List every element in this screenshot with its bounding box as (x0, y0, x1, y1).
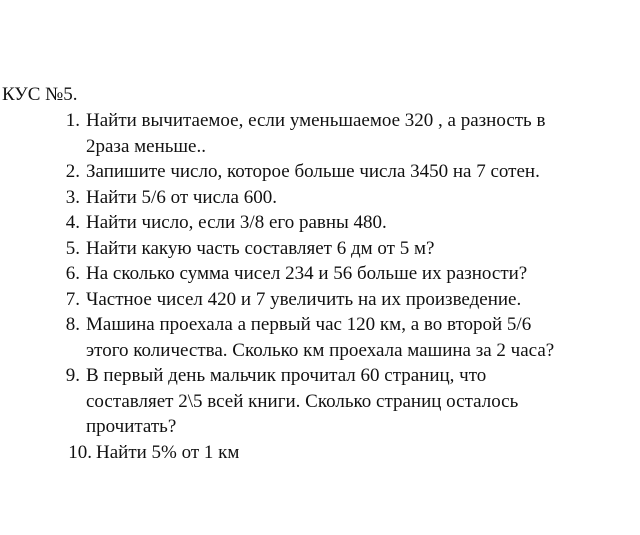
item-number: 7. (65, 288, 80, 310)
item-text: Машина проехала а первый час 120 км, а во второй 5/6 (86, 314, 532, 335)
list-item (0, 236, 640, 262)
task-list (0, 108, 640, 465)
list-item (0, 287, 640, 313)
list-item (0, 363, 640, 440)
item-text: Частное чисел 420 и 7 увеличить на их произведение. (86, 288, 522, 310)
list-item (0, 440, 640, 466)
item-text: Найти 5% от 1 км (96, 441, 240, 463)
item-number: 2. (65, 161, 80, 182)
item-text: Найти какую часть составляет 6 дм от 5 м? (86, 237, 435, 259)
item-number: 5. (65, 237, 80, 259)
document (0, 82, 640, 465)
list-item (0, 108, 640, 159)
list-item (0, 185, 640, 211)
item-number: 8. (65, 314, 80, 335)
item-text: этого количества. Сколько км проехала машина за 2 часа? (86, 339, 555, 361)
item-number: 9. (65, 365, 80, 386)
item-text: Найти число, если 3/8 его равны 480. (86, 212, 387, 233)
item-text: прочитать? (86, 416, 177, 437)
item-text: Найти 5/6 от числа 600. (86, 186, 277, 208)
item-number: 3. (65, 186, 80, 208)
item-text: Найти вычитаемое, если уменьшаемое 320 , а разность в (86, 110, 546, 131)
item-number: 1. (65, 110, 80, 131)
list-item (0, 261, 640, 287)
item-number: 4. (65, 212, 80, 233)
list-item (0, 312, 640, 363)
item-text: составляет 2\5 всей книги. Сколько страниц осталось (86, 390, 519, 412)
document-heading: КУС №5. (2, 84, 78, 105)
list-item (0, 159, 640, 185)
item-text: 2раза меньше.. (86, 135, 206, 157)
item-number: 6. (65, 263, 80, 284)
item-text: На сколько сумма чисел 234 и 56 больше их разности? (86, 263, 528, 284)
item-text: Запишите число, которое больше числа 3450 на 7 сотен. (86, 161, 540, 182)
item-text: В первый день мальчик прочитал 60 страниц, что (86, 365, 487, 386)
list-item (0, 210, 640, 236)
item-number: 10. (68, 441, 92, 463)
